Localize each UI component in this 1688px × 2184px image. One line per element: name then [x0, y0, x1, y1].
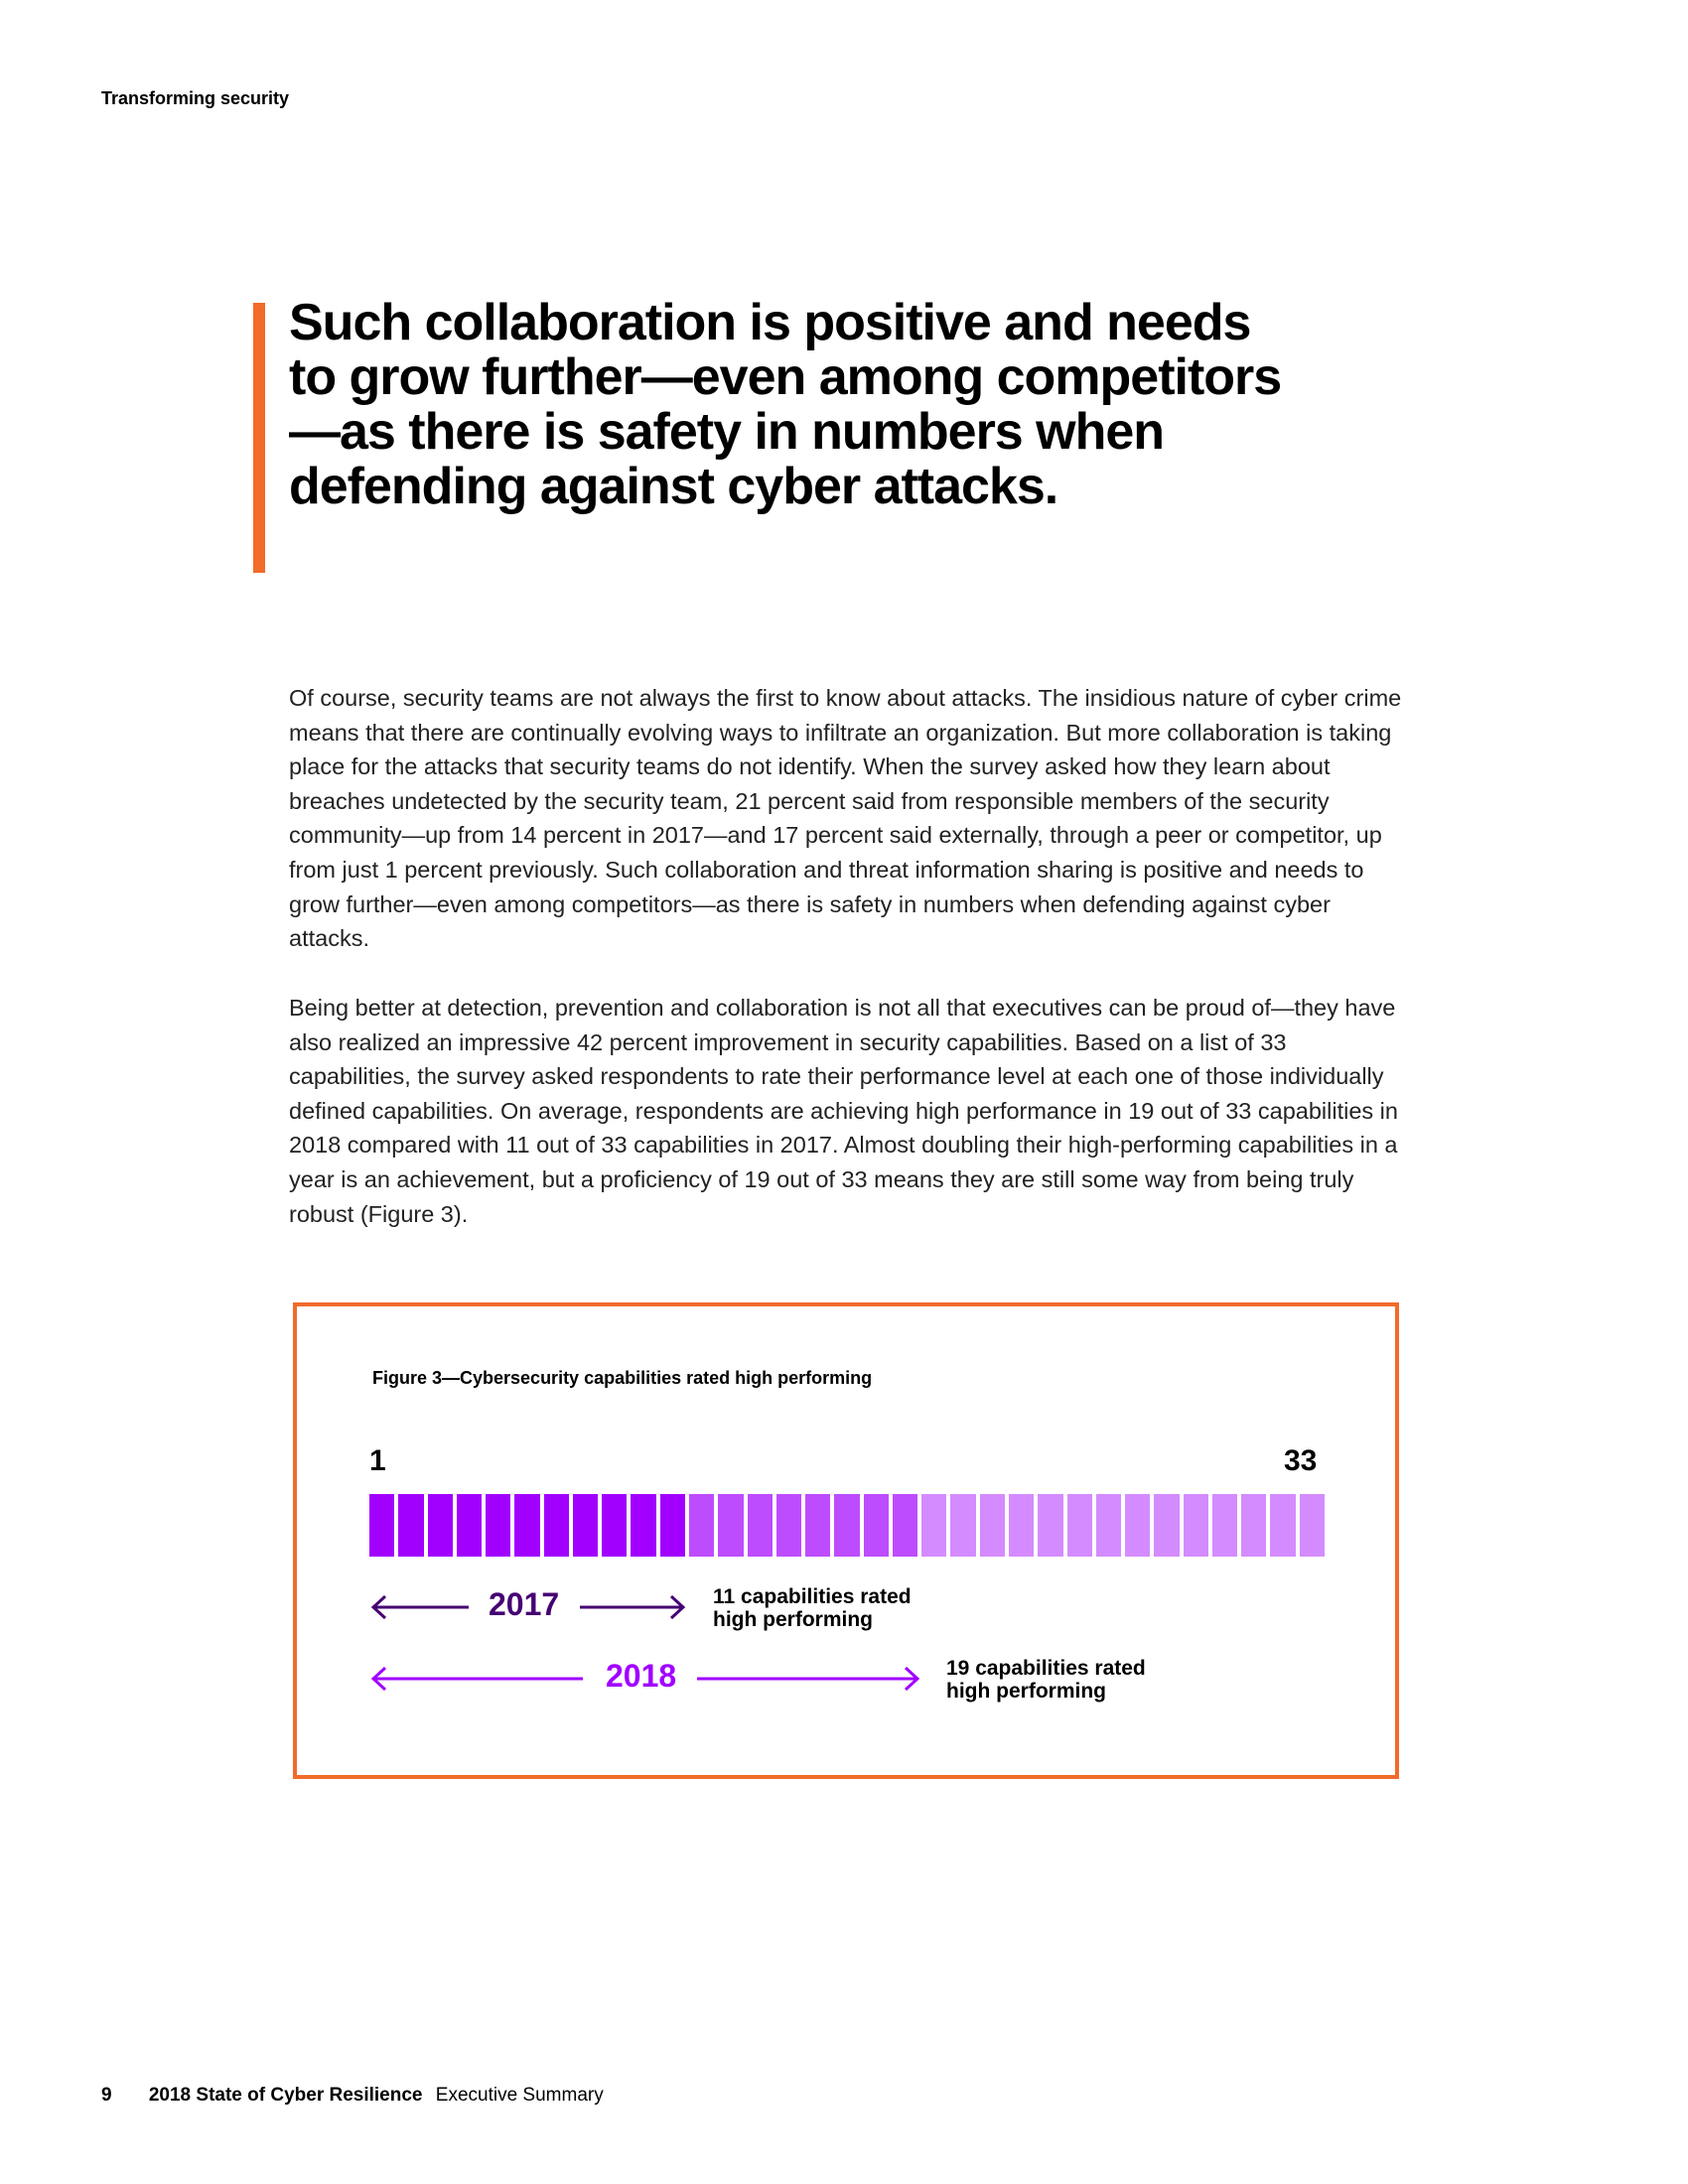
capability-segment: [514, 1494, 539, 1557]
capability-segment: [631, 1494, 655, 1557]
capability-segment: [1009, 1494, 1034, 1557]
year-2018-label: 2018: [606, 1658, 677, 1694]
section-label: Transforming security: [101, 88, 290, 108]
capability-segment: [1096, 1494, 1121, 1557]
caption-2018-line-1: 19 capabilities rated: [946, 1657, 1146, 1680]
capability-segment: [1241, 1494, 1266, 1557]
capability-segment: [718, 1494, 743, 1557]
capability-segment: [689, 1494, 714, 1557]
capability-segment: [748, 1494, 773, 1557]
capability-segment: [864, 1494, 889, 1557]
capability-segment: [893, 1494, 917, 1557]
capability-segment: [1184, 1494, 1208, 1557]
capability-segment: [573, 1494, 598, 1557]
capability-segment: [369, 1494, 394, 1557]
pull-quote-accent-bar: [253, 303, 265, 573]
body-paragraph-1: Of course, security teams are not always the first to know about attacks. The insidious nature of cyber crime means that there are continually evolving ways to infiltrate an organization. But more collaboration is taking place for the attacks that security teams do not identify. When the survey asked how they learn about breaches undetected by the security team, 21 percent said from responsible members of the security community—up from 14 percent in 2017—and 17 percent said externally, through a peer or competitor, up from just 1 percent previously. Such collaboration and threat information sharing is positive and needs to grow further—even among competitors—as there is safety in numbers when defending against cyber attacks.: [289, 685, 1402, 952]
capability-segment: [602, 1494, 627, 1557]
capability-segment: [428, 1494, 453, 1557]
caption-2017-line-2: high performing: [713, 1608, 873, 1631]
figure-title: Figure 3—Cybersecurity capabilities rated high performing: [372, 1368, 873, 1388]
report-title: 2018 State of Cyber Resilience: [148, 2085, 423, 2106]
capability-segment: [834, 1494, 859, 1557]
capability-segment: [544, 1494, 569, 1557]
capability-segment: [486, 1494, 510, 1557]
capability-segment: [1154, 1494, 1179, 1557]
report-subtitle: Executive Summary: [435, 2085, 604, 2106]
capability-segment: [1212, 1494, 1237, 1557]
body-paragraph-2: Being better at detection, prevention and collaboration is not all that executives can be proud of—they have also realized an impressive 42 percent improvement in security capabilities. Based on a list of 33 capabilities, the survey asked respondents to rate their performance level at each one of those individually defined capabilities. On average, respondents are achieving high performance in 19 out of 33 capabilities in 2018 compared with 11 out of 33 capabilities in 2017. Almost doubling their high-performing capabilities in a year is an achievement, but a proficiency of 19 out of 33 means they are still some way from being truly robust (Figure 3).: [289, 995, 1398, 1227]
capability-segment: [805, 1494, 830, 1557]
year-2017-label: 2017: [489, 1586, 560, 1622]
caption-2018-line-2: high performing: [946, 1680, 1106, 1703]
caption-2017: [713, 1585, 912, 1631]
capability-segment: [1270, 1494, 1295, 1557]
capability-segment: [1300, 1494, 1325, 1557]
caption-2017-line-1: 11 capabilities rated: [713, 1585, 912, 1608]
capability-segment: [660, 1494, 685, 1557]
capability-segment: [1125, 1494, 1150, 1557]
scale-min-label: 1: [369, 1444, 386, 1477]
page-number: 9: [101, 2085, 112, 2106]
capability-segment: [980, 1494, 1005, 1557]
capability-segment: [921, 1494, 946, 1557]
capability-segment: [1038, 1494, 1062, 1557]
capability-segment: [457, 1494, 482, 1557]
capability-segment: [950, 1494, 975, 1557]
capability-segment: [1067, 1494, 1092, 1557]
caption-2018: [946, 1657, 1146, 1703]
capability-segment: [776, 1494, 801, 1557]
capability-bar: [369, 1494, 1325, 1557]
capability-segment: [398, 1494, 423, 1557]
scale-max-label: 33: [1284, 1444, 1318, 1477]
pull-quote: Such collaboration is positive and needs to grow further—even among competitors—as there is safety in numbers when defending against cyber attacks.: [289, 294, 1282, 515]
page-footer: [101, 2085, 604, 2107]
